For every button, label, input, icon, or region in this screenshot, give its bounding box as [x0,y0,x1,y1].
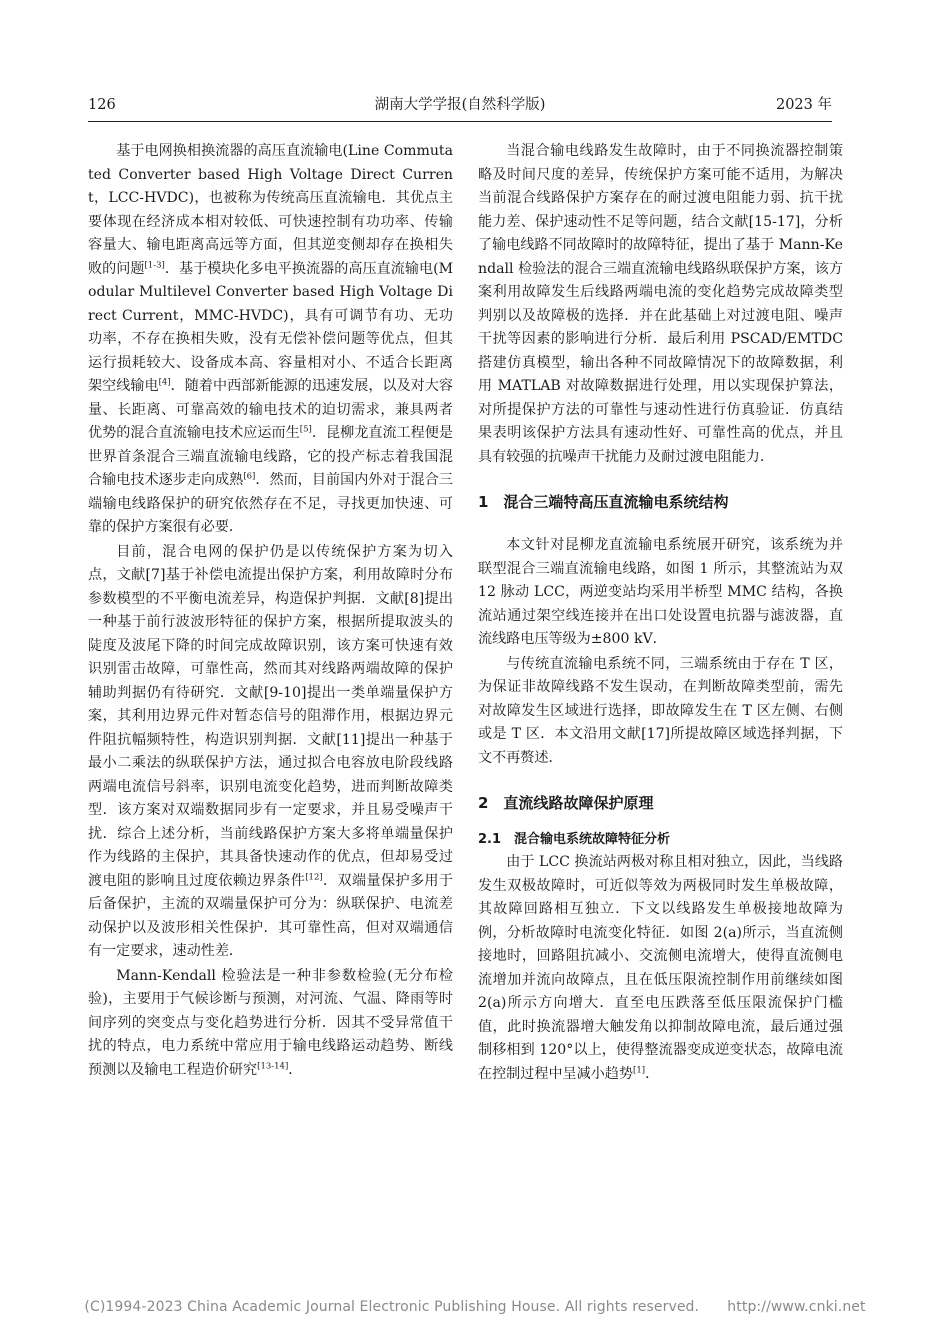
paragraph: 与传统直流输电系统不同，三端系统由于存在 T 区，为保证非故障线路不发生误动，在判断故障类型前，需先对故障发生区域进行选择，即故障发生在 T 区左侧、右侧或是 T 区．本文沿用文献[17]所提故障区域选择判据，下文不再赘述． [478,655,843,766]
citation: [6] [243,471,256,482]
journal-title: 湖南大学学报(自然科学版) [374,97,546,113]
header-rule [88,121,832,122]
paragraph: 由于 LCC 换流站两极对称且相对独立，因此，当线路发生双极故障时，可近似等效为两极同时发生单极故障，其故障回路相互独立．下文以线路发生单极接地故障为例，分析故障时电流变化特征．如图 2(a)所示，当直流侧接地时，回路阻抗减小、交流侧电流增大，使得直流侧电流增加并流向故障点，且在低压限流控制作用前继续如图 2(a)所示方向增大．直至电压跌落至低压限流保护门槛值，此时换流器增大触发角以抑制故障电流，最后通过强制移相到 120°以上，使得整流器变成逆变状态，故障电流在控制过程中呈减小趋势[1]． [478,854,843,1082]
paragraph: Mann-Kendall 检验法是一种非参数检验(无分布检验)，主要用于气候诊断与预测，对河流、气温、降雨等时间序列的突变点与变化趋势进行分析．因其不受异常值干扰的特点，电力系统中常应用于输电线路运动趋势、断线预测以及输电工程造价研究[13-14]． [88,967,453,1078]
publication-year: 2023 年 [775,97,832,113]
citation: [1] [633,1064,646,1075]
right-column [478,140,843,1087]
copyright-footer: (C)1994-2023 China Academic Journal Electronic Publishing House. All rights reserved. http://www.cnki.net [84,1299,866,1315]
citation: [5] [299,424,312,435]
citation: [1-3] [144,259,165,270]
paragraph: 本文针对昆柳龙直流输电系统展开研究，该系统为并联型混合三端直流输电线路，如图 1 所示，其整流站为双 12 脉动 LCC，两逆变站均采用半桥型 MMC 结构，各换流站通过架空线连接并在出口处设置电抗器与滤波器，直流线路电压等级为±800 kV． [478,537,843,647]
section-heading: 2 直流线路故障保护原理 [478,794,654,812]
citation: [13-14] [257,1060,289,1071]
paragraph: 当混合输电线路发生故障时，由于不同换流器控制策略及时间尺度的差异，传统保护方案可能不适用，为解决当前混合线路保护方案存在的耐过渡电阻能力弱、抗干扰能力差、保护速动性不足等问题，结合文献[15-17]，分析了输电线路不同故障时的故障特征，提出了基于 Mann-Kendall 检验法的混合三端直流输电线路纵联保护方案，该方案利用故障发生后线路两端电流的变化趋势完成故障类型判别以及故障极的选择．并在此基础上对过渡电阻、噪声干扰等因素的影响进行分析．最后利用 PSCAD/EMTDC 搭建仿真模型，输出各种不同故障情况下的故障数据，利用 MATLAB 对故障数据进行处理，用以实现保护算法，对所提保护方法的可靠性与速动性进行仿真验证．仿真结果表明该保护方法具有速动性好、可靠性高的优点，并且具有较强的抗噪声干扰能力及耐过渡电阻能力． [478,143,843,465]
paragraph: 基于电网换相换流器的高压直流输电(Line Commutated Converter based High Voltage Direct Current，LCC-HVDC)，也被称为传统高压直流输电．其优点主要体现在经济成本相对较低、可快速控制有功功率、传输容量大、输电距离高远等方面，但其逆变侧却存在换相失败的问题[1-3]．基于模块化多电平换流器的高压直流输电(Modular Multilevel Converter based High Voltage Direct Current，MMC-HVDC)，具有可调节有功、无功功率，不存在换相失败，没有无偿补偿问题等优点，但其运行损耗较大、设备成本高、容量相对小、不适合长距离架空线输电[4]．随着中西部新能源的迅速发展，以及对大容量、长距离、可靠高效的输电技术的迫切需求，兼具两者优势的混合直流输电技术应运而生[5]．昆柳龙直流工程便是世界首条混合三端直流输电线路，它的投产标志着我国混合输电技术逐步走向成熟[6]．然而，目前国内外对于混合三端输电线路保护的研究依然存在不足，寻找更加快速、可靠的保护方案很有必要． [88,143,454,535]
citation: [12] [305,871,323,882]
subsection-heading: 2.1 混合输电系统故障特征分析 [478,832,671,847]
section-heading: 1 混合三端特高压直流输电系统结构 [478,493,729,511]
page-number: 126 [88,97,116,113]
citation: [4] [158,377,171,388]
paragraph: 目前，混合电网的保护仍是以传统保护方案为切入点，文献[7]基于补偿电流提出保护方案，利用故障时分布参数模型的不平衡电流差异，构造保护判据．文献[8]提出一种基于前行波波形特征的保护方案，根据所提取波头的陡度及波尾下降的时间完成故障识别，该方案可快速有效识别雷击故障，可靠性高，然而其对线路两端故障的保护辅助判据仍有待研究．文献[9-10]提出一类单端量保护方案，其利用边界元件对暂态信号的阻滞作用，根据边界元件阻抗幅频特性，构造识别判据．文献[11]提出一种基于最小二乘法的纵联保护方法，通过拟合电容放电阶段线路两端电流信号斜率，识别电流变化趋势，进而判断故障类型．该方案对双端数据同步有一定要求，并且易受噪声干扰．综合上述分析，当前线路保护方案大多将单端量保护作为线路的主保护，其具备快速动作的优点，但却易受过渡电阻的影响且过度依赖边界条件[12]．双端量保护多用于后备保护，主流的双端量保护可分为：纵联保护、电流差动保护以及波形相关性保护．其可靠性高，但对双端通信有一定要求，速动性差． [88,543,454,959]
running-header [88,93,832,117]
left-column [88,140,453,1083]
